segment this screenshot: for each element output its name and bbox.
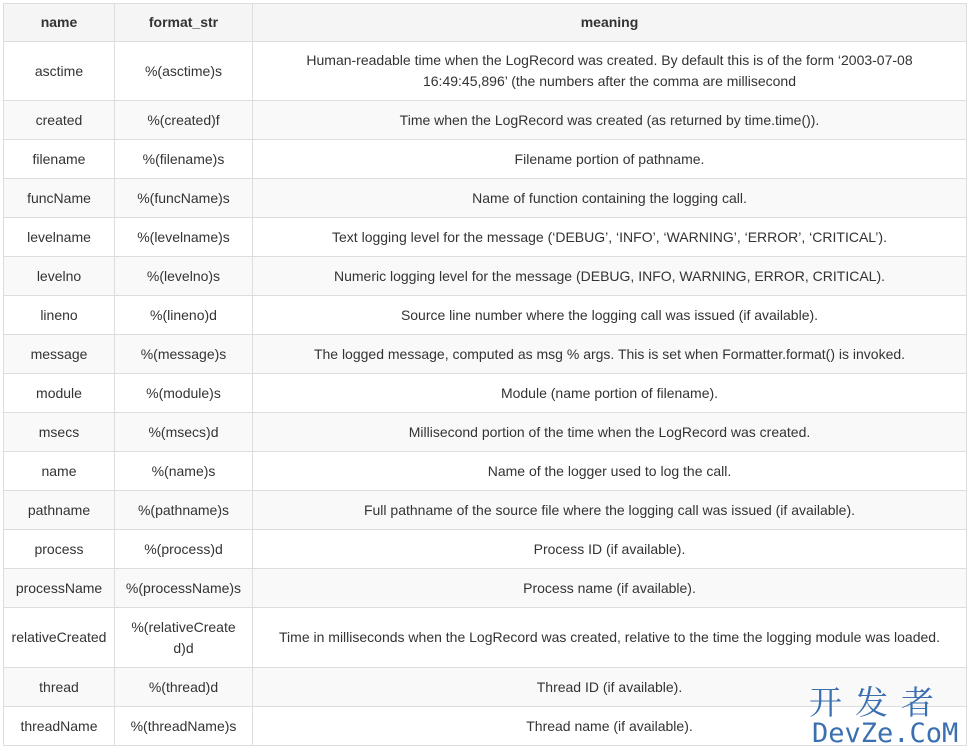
cell-name: name [4, 452, 115, 491]
cell-name: msecs [4, 413, 115, 452]
cell-meaning: Filename portion of pathname. [253, 140, 967, 179]
cell-format-str: %(processName)s [115, 569, 253, 608]
cell-meaning: Millisecond portion of the time when the LogRecord was created. [253, 413, 967, 452]
cell-meaning: Full pathname of the source file where the logging call was issued (if available). [253, 491, 967, 530]
table-row [4, 668, 967, 707]
cell-format-str: %(levelname)s [115, 218, 253, 257]
cell-format-str: %(thread)d [115, 668, 253, 707]
cell-name: asctime [4, 42, 115, 101]
cell-meaning: Module (name portion of filename). [253, 374, 967, 413]
cell-format-str: %(asctime)s [115, 42, 253, 101]
cell-format-str: %(message)s [115, 335, 253, 374]
cell-meaning: Time when the LogRecord was created (as returned by time.time()). [253, 101, 967, 140]
cell-meaning: The logged message, computed as msg % args. This is set when Formatter.format() is invoked. [253, 335, 967, 374]
table-row [4, 140, 967, 179]
cell-meaning: Name of function containing the logging call. [253, 179, 967, 218]
cell-meaning: Text logging level for the message (‘DEBUG’, ‘INFO’, ‘WARNING’, ‘ERROR’, ‘CRITICAL’). [253, 218, 967, 257]
cell-name: pathname [4, 491, 115, 530]
cell-format-str: %(funcName)s [115, 179, 253, 218]
cell-name: thread [4, 668, 115, 707]
table-row [4, 491, 967, 530]
watermark-chinese-text: 开发者 [809, 683, 947, 722]
cell-format-str: %(pathname)s [115, 491, 253, 530]
table-row [4, 257, 967, 296]
table-header-row [4, 4, 967, 42]
cell-format-str: %(msecs)d [115, 413, 253, 452]
watermark-latin-text: DevZe.CoM [812, 718, 959, 749]
cell-format-str: %(process)d [115, 530, 253, 569]
cell-name: funcName [4, 179, 115, 218]
cell-format-str: %(module)s [115, 374, 253, 413]
cell-name: created [4, 101, 115, 140]
table-row [4, 608, 967, 668]
column-header-meaning: meaning [253, 4, 967, 42]
cell-format-str: %(filename)s [115, 140, 253, 179]
table-row [4, 569, 967, 608]
cell-format-str: %(threadName)s [115, 707, 253, 746]
table-row [4, 296, 967, 335]
column-header-name: name [4, 4, 115, 42]
cell-name: filename [4, 140, 115, 179]
table-row [4, 530, 967, 569]
table-row [4, 335, 967, 374]
cell-meaning: Time in milliseconds when the LogRecord was created, relative to the time the logging module was loaded. [253, 608, 967, 668]
cell-meaning: Thread ID (if available). [253, 668, 967, 707]
cell-name: message [4, 335, 115, 374]
table-row [4, 179, 967, 218]
cell-meaning: Human-readable time when the LogRecord was created. By default this is of the form ‘2003-07-08 16:49:45,896’ (the numbers after the comma are millisecond [253, 42, 967, 101]
cell-meaning: Process ID (if available). [253, 530, 967, 569]
cell-name: threadName [4, 707, 115, 746]
cell-meaning: Process name (if available). [253, 569, 967, 608]
cell-format-str: %(lineno)d [115, 296, 253, 335]
table-row [4, 413, 967, 452]
cell-name: processName [4, 569, 115, 608]
cell-name: levelno [4, 257, 115, 296]
cell-meaning: Thread name (if available). [253, 707, 967, 746]
table-row [4, 452, 967, 491]
cell-meaning: Numeric logging level for the message (DEBUG, INFO, WARNING, ERROR, CRITICAL). [253, 257, 967, 296]
cell-format-str: %(created)f [115, 101, 253, 140]
column-header-format-str: format_str [115, 4, 253, 42]
cell-meaning: Name of the logger used to log the call. [253, 452, 967, 491]
cell-format-str: %(levelno)s [115, 257, 253, 296]
cell-format-str: %(name)s [115, 452, 253, 491]
cell-name: process [4, 530, 115, 569]
cell-name: module [4, 374, 115, 413]
table-row [4, 101, 967, 140]
cell-format-str: %(relativeCreated)d [115, 608, 253, 668]
cell-name: relativeCreated [4, 608, 115, 668]
cell-name: lineno [4, 296, 115, 335]
cell-meaning: Source line number where the logging call was issued (if available). [253, 296, 967, 335]
table-row [4, 374, 967, 413]
table-row [4, 707, 967, 746]
table-row [4, 218, 967, 257]
table-row [4, 42, 967, 101]
logrecord-attributes-table [3, 3, 967, 746]
cell-name: levelname [4, 218, 115, 257]
